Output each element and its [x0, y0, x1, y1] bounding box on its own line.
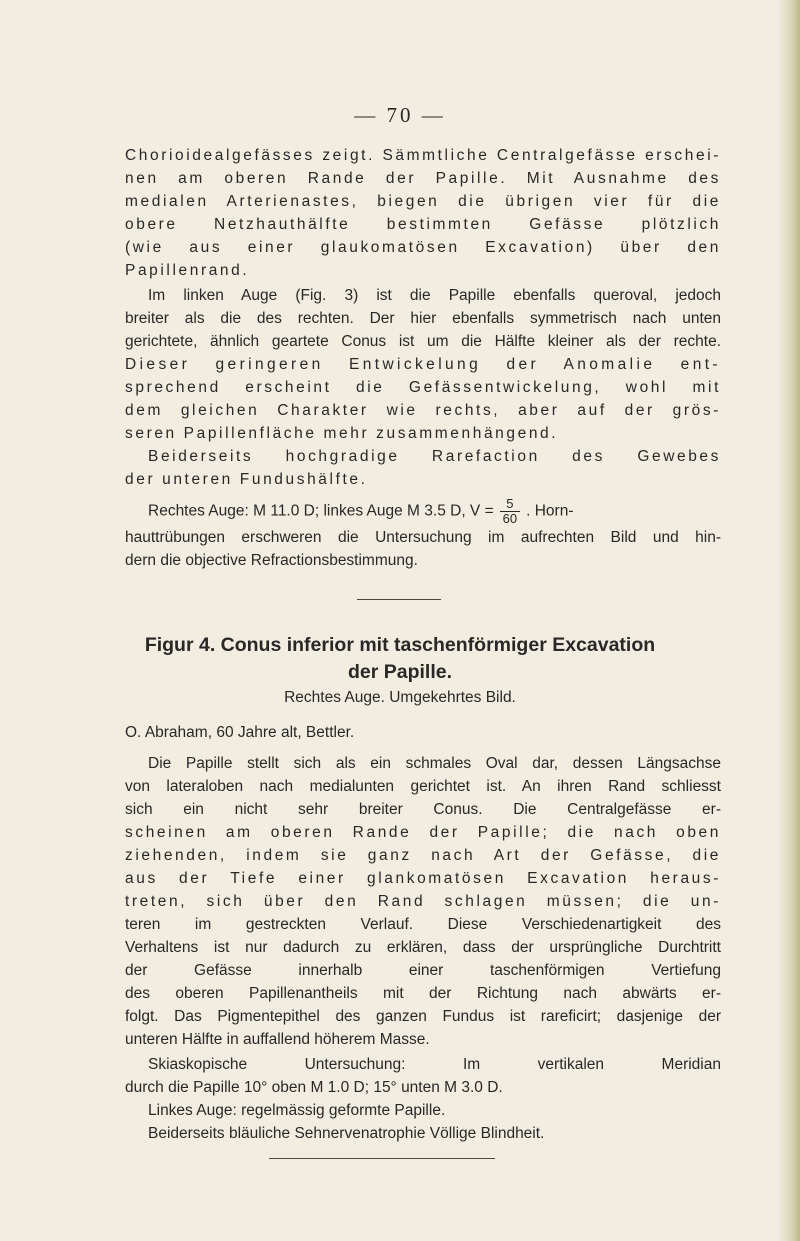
refraction-line [148, 497, 721, 526]
paragraph-2-line-4: Dieser geringeren Entwickelung der Anomalie ent- [125, 356, 721, 373]
paragraph-2-line-1: Im linken Auge (Fig. 3) ist die Papille ebenfalls queroval, jedoch [148, 287, 721, 304]
paragraph-1-line-6: Papillenrand. [125, 262, 250, 279]
paragraph-2-line-2: breiter als die des rechten. Der hier ebenfalls symmetrisch nach unten [125, 310, 721, 327]
section-divider [357, 599, 441, 600]
paragraph-1-line-2: nen am oberen Rande der Papille. Mit Ausnahme des [125, 170, 721, 187]
paragraph-2-line-7: seren Papillenfläche mehr zusammenhängend. [125, 425, 559, 442]
paragraph-1-line-3: medialen Arterienastes, biegen die übrigen vier für die [125, 193, 721, 210]
paragraph-6-line-3: Linkes Auge: regelmässig geformte Papille. [148, 1102, 446, 1119]
refraction-text: Rechtes Auge: M 11.0 D; linkes Auge M 3.5 D, V = [148, 502, 494, 520]
patient-line: O. Abraham, 60 Jahre alt, Bettler. [125, 724, 355, 741]
figure-heading-line-2: der Papille. [347, 661, 453, 683]
paragraph-3-line-1: Beiderseits hochgradige Rarefaction des Gewebes [148, 448, 721, 465]
paragraph-3-line-2: der unteren Fundushälfte. [125, 471, 368, 488]
visus-fraction [500, 497, 520, 526]
paragraph-5-line-4: scheinen am oberen Rande der Papille; die nach oben [125, 824, 721, 841]
paragraph-5-line-12: folgt. Das Pigmentepithel des ganzen Fundus ist rareficirt; dasjenige der [125, 1008, 721, 1025]
paragraph-4-line-3: dern die objective Refractionsbestimmung. [125, 552, 418, 569]
paragraph-6-line-4: Beiderseits bläuliche Sehnervenatrophie Völlige Blindheit. [148, 1125, 545, 1142]
paragraph-6-line-1: Skiaskopische Untersuchung: Im vertikalen Meridian [148, 1056, 721, 1073]
refraction-text-end: . Horn- [526, 502, 574, 520]
fraction-denominator: 60 [502, 511, 518, 526]
paragraph-1-line-1: Chorioidealgefässes zeigt. Sämmtliche Centralgefässe erschei- [125, 147, 721, 164]
paragraph-5-line-11: des oberen Papillenantheils mit der Richtung nach abwärts er- [125, 985, 721, 1002]
page-number: — 70 — [354, 103, 446, 127]
paragraph-5-line-10: der Gefässe innerhalb einer taschenförmigen Vertiefung [125, 962, 721, 979]
fraction-numerator: 5 [500, 497, 520, 512]
paragraph-5-line-5: ziehenden, indem sie ganz nach Art der Gefässe, die [125, 847, 721, 864]
paragraph-5-line-13: unteren Hälfte in auffallend höherem Masse. [125, 1031, 430, 1048]
paragraph-1-line-5: (wie aus einer glaukomatösen Excavation) über den [125, 239, 721, 256]
closing-rule [269, 1158, 495, 1159]
paragraph-5-line-2: von lateraloben nach medialunten gerichtet ist. An ihren Rand schliesst [125, 778, 721, 795]
paragraph-5-line-6: aus der Tiefe einer glankomatösen Excavation heraus- [125, 870, 721, 887]
paragraph-2-line-6: dem gleichen Charakter wie rechts, aber auf der grös- [125, 402, 721, 419]
paragraph-5-line-1: Die Papille stellt sich als ein schmales Oval dar, dessen Längsachse [148, 755, 721, 772]
paragraph-4-line-2: hauttrübungen erschweren die Untersuchung im aufrechten Bild und hin- [125, 529, 721, 546]
paragraph-5-line-8: teren im gestreckten Verlauf. Diese Verschiedenartigkeit des [125, 916, 721, 933]
paragraph-2-line-5: sprechend erscheint die Gefässentwickelung, wohl mit [125, 379, 721, 396]
page-edge-shadow [778, 0, 800, 1241]
paragraph-5-line-3: sich ein nicht sehr breiter Conus. Die Centralgefässe er- [125, 801, 721, 818]
paragraph-5-line-9: Verhaltens ist nur dadurch zu erklären, dass der ursprüngliche Durchtritt [125, 939, 721, 956]
paragraph-5-line-7: treten, sich über den Rand schlagen müssen; die un- [125, 893, 721, 910]
figure-heading: Figur 4. Conus inferior mit taschenförmiger Excavation [144, 634, 656, 656]
paragraph-1-line-4: obere Netzhauthälfte bestimmten Gefässe plötzlich [125, 216, 721, 233]
paragraph-2-line-3: gerichtete, ähnlich geartete Conus ist um die Hälfte kleiner als der rechte. [125, 333, 721, 350]
figure-subheading: Rechtes Auge. Umgekehrtes Bild. [284, 689, 516, 706]
paragraph-6-line-2: durch die Papille 10° oben M 1.0 D; 15° unten M 3.0 D. [125, 1079, 503, 1096]
